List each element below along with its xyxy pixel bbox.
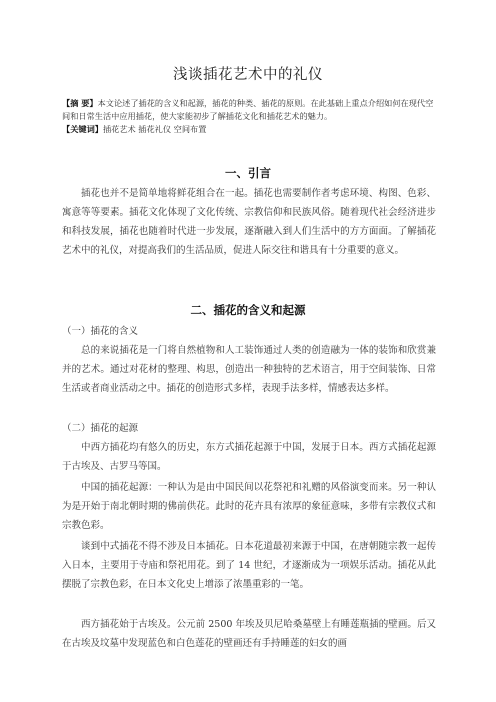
origin-paragraph-1: 中西方插花均有悠久的历史，东方式插花起源于中国，发展于日本。西方式插花起源于古埃及、古罗马等国。 bbox=[62, 442, 436, 472]
subsection-origin: （二）插花的起源 bbox=[62, 423, 139, 434]
section-heading-intro: 一、引言 bbox=[225, 166, 271, 180]
keywords-label: 【关键词】 bbox=[62, 124, 103, 134]
meaning-paragraph: 总的来说插花是一门将自然植物和人工装饰通过人类的创造融为一体的装饰和欣赏兼并的艺术。通过对花材的整理、构思，创造出一种独特的艺术语言，用于空间装饰、日常生活或者商业活动之中。插花的创造形式多样，表现手法多样，情感表达多样。 bbox=[62, 345, 436, 394]
subsection-meaning: （一）插花的含义 bbox=[62, 326, 139, 337]
intro-paragraph: 插花也并不是简单地将鲜花组合在一起。插花也需要制作者考虑环境、构图、色彩、寓意等等要素。插花文化体现了文化传统、宗教信仰和民族风俗。随着现代社会经济进步和科技发展，插花也随着时代进一步发展，逐渐融入到人们生活中的方方面面。了解插花艺术中的礼仪，对提高我们的生活品质，促进人际交往和谐具有十分重要的意义。 bbox=[62, 188, 436, 256]
origin-paragraph-2: 中国的插花起源：一种认为是由中国民间以花祭祀和礼赠的风俗演变而来。另一种认为是开始于南北朝时期的佛前供花。此时的花卉具有浓厚的象征意味，多带有宗教仪式和宗教色彩。 bbox=[62, 482, 436, 531]
origin-paragraph-4: 西方插花始于古埃及。公元前 2500 年埃及贝尼哈桑墓壁上有睡莲瓶插的壁画。后又在古埃及坟墓中发现蓝色和白色莲花的壁画还有手持睡莲的妇女的画 bbox=[62, 619, 436, 649]
origin-paragraph-3: 谈到中式插花不得不涉及日本插花。日本花道最初来源于中国，在唐朝随宗教一起传入日本，主要用于寺庙和祭祀用花。到了 14 世纪，才逐渐成为一项娱乐活动。插花从此摆脱了宗教色彩，在日本文化史上增添了浓墨重彩的一笔。 bbox=[62, 541, 436, 590]
abstract-block bbox=[62, 97, 436, 136]
abstract-label: 【摘 要】 bbox=[62, 98, 98, 108]
document-title: 浅谈插花艺术中的礼仪 bbox=[173, 67, 323, 83]
section-heading-origin: 二、插花的含义和起源 bbox=[190, 303, 306, 317]
keywords-text: 插花艺术 插花礼仪 空间布置 bbox=[102, 124, 207, 134]
abstract-text: 本文论述了插花的含义和起源，插花的种类、插花的原则。在此基础上重点介绍如何在现代空间和日常生活中应用插花，使大家能初步了解插花文化和插花艺术的魅力。 bbox=[62, 98, 434, 121]
